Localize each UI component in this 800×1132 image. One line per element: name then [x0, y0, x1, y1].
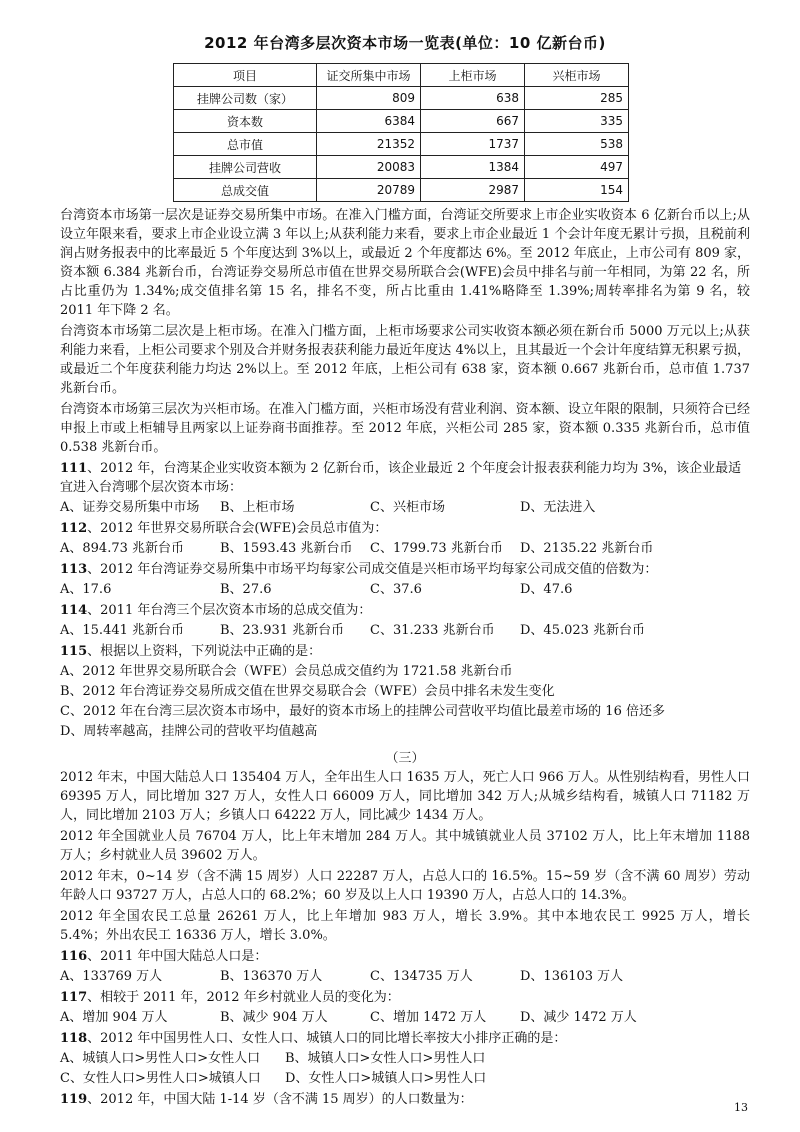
question-text: 、2011 年中国大陆总人口是： [87, 949, 268, 964]
answer-option[interactable]: C、1799.73 兆新台币 [370, 541, 503, 556]
table-cell: 809 [317, 87, 421, 110]
paragraph: 台湾资本市场第二层次是上柜市场。在准入门槛方面，上柜市场要求公司实收资本额必须在新台币 5000 万元以上;从获利能力来看，上柜公司要求个别及合并财务报表获利能力最近年度达 4%以上，且其最近一个会计年度结算无积累亏损，或最近二个年度获利能力均达 2%以上。至 2012 年底，上柜公司有 638 家，资本额 0.667 兆新台币，总市值 1.737 兆新台币。 [60, 324, 750, 396]
paragraph: 2012 年末，中国大陆总人口 135404 万人，全年出生人口 1635 万人，死亡人口 966 万人。从性别结构看，男性人口 69395 万人，同比增加 327 万人，女性人口 66009 万人，同比增加 342 万人;从城乡结构看，城镇人口 71182 万人，同比增加 2103 万人；乡镇人口 64222 万人，同比减少 1434 万人。 [60, 770, 750, 823]
answer-option[interactable]: D、47.6 [520, 582, 573, 597]
question-group-1 [60, 459, 750, 741]
question-number: 118 [60, 1031, 88, 1046]
table-cell: 667 [421, 110, 525, 133]
table-row [174, 110, 629, 133]
answer-option[interactable]: A、城镇人口>男性人口>女性人口 [60, 1051, 261, 1066]
row-label: 总成交值 [174, 179, 317, 202]
question-group-2 [60, 947, 750, 1109]
passage-taiwan-market [60, 206, 750, 457]
section-heading: （三） [385, 751, 425, 766]
table-cell: 154 [525, 179, 629, 202]
table-header-row [174, 64, 629, 87]
question-stem [60, 988, 750, 1007]
header-emerging: 兴柜市场 [525, 64, 629, 87]
table-title: 2012 年台湾多层次资本市场一览表(单位：10 亿新台币) [204, 34, 606, 52]
answer-option[interactable]: D、女性人口>城镇人口>男性人口 [285, 1071, 487, 1086]
option-row [60, 967, 750, 986]
answer-option[interactable]: B、27.6 [220, 582, 272, 597]
option-row [60, 1069, 750, 1088]
answer-option[interactable]: D、136103 万人 [520, 969, 624, 984]
option-row [60, 580, 750, 599]
table-cell: 2987 [421, 179, 525, 202]
answer-option[interactable]: D、45.023 兆新台币 [520, 623, 646, 638]
answer-option[interactable]: B、城镇人口>女性人口>男性人口 [285, 1051, 486, 1066]
table-row [174, 133, 629, 156]
answer-option[interactable]: C、2012 年在台湾三层次资本市场中，最好的资本市场上的挂牌公司营收平均值比最差市场的 16 倍还多 [60, 704, 665, 719]
answer-option[interactable]: B、减少 904 万人 [220, 1010, 328, 1025]
header-item: 项目 [174, 64, 317, 87]
answer-option[interactable]: C、兴柜市场 [370, 500, 445, 515]
table-cell: 6384 [317, 110, 421, 133]
question-text: 、2011 年台湾三个层次资本市场的总成交值为： [87, 603, 372, 618]
paragraph: 台湾资本市场第一层次是证券交易所集中市场。在准入门槛方面，台湾证交所要求上市企业实收资本 6 亿新台币以上;从设立年限来看，要求上市企业设立满 3 年以上;从获利能力来看，要求上市企业最近 1 个会计年度无累计亏损，且税前利润占财务报表中的比率最近 5 个年度达到 3%以上，或最近 2 个年度都达 6%。至 2012 年底止，上市公司有 809 家，资本额 6.384 兆新台币，台湾证券交易所总市值在世界交易所联合会(WFE)会员中排名与前一年相同，为第 22 名，所占比重仍为 1.34%;成交值排名第 15 名，排名不变，所占比重由 1.41%略降至 1.39%;周转率排名为第 9 名，较 2011 年下降 2 名。 [60, 208, 751, 318]
table-cell: 285 [525, 87, 629, 110]
question-stem [60, 459, 750, 497]
answer-option[interactable]: D、无法进入 [520, 500, 596, 515]
table-cell: 497 [525, 156, 629, 179]
answer-option[interactable]: C、134735 万人 [370, 969, 473, 984]
question-stem [60, 560, 750, 579]
answer-option[interactable]: A、17.6 [60, 582, 112, 597]
option-row [60, 1008, 750, 1027]
question-stem [60, 519, 750, 538]
question-stem [60, 642, 750, 661]
answer-option[interactable]: A、证券交易所集中市场 [60, 500, 200, 515]
question-text: 、2012 年，中国大陆 1-14 岁（含不满 15 周岁）的人口数量为： [87, 1092, 473, 1107]
document-page [60, 32, 750, 1109]
table-cell: 538 [525, 133, 629, 156]
question-stem [60, 1090, 750, 1109]
table-row [174, 156, 629, 179]
question-number: 115 [60, 644, 88, 659]
question-number: 116 [60, 949, 88, 964]
table-row [174, 179, 629, 202]
table-cell: 20083 [317, 156, 421, 179]
answer-option[interactable]: A、增加 904 万人 [60, 1010, 168, 1025]
answer-option[interactable]: B、136370 万人 [220, 969, 323, 984]
answer-option[interactable]: C、31.233 兆新台币 [370, 623, 495, 638]
question-text: 、2012 年世界交易所联合会(WFE)会员总市值为： [87, 521, 388, 536]
question-number: 111 [60, 461, 88, 476]
page-number: 13 [734, 1101, 748, 1114]
answer-option[interactable]: A、15.441 兆新台币 [60, 623, 185, 638]
paragraph: 2012 年全国农民工总量 26261 万人，比上年增加 983 万人，增长 3.9%。其中本地农民工 9925 万人，增长 5.4%；外出农民工 16336 万人，增长 3.0%。 [60, 909, 750, 943]
answer-option[interactable]: B、上柜市场 [220, 500, 295, 515]
answer-option[interactable]: B、2012 年台湾证券交易所成交值在世界交易联合会（WFE）会员中排名未发生变化 [60, 684, 555, 699]
answer-option[interactable]: A、894.73 兆新台币 [60, 541, 185, 556]
question-number: 114 [60, 603, 88, 618]
answer-option[interactable]: B、23.931 兆新台币 [220, 623, 345, 638]
row-label: 总市值 [174, 133, 317, 156]
option-row [60, 539, 750, 558]
question-stem [60, 601, 750, 620]
question-text: 、2012 年，台湾某企业实收资本额为 2 亿新台币，该企业最近 2 个年度会计报表获利能力均为 3%，该企业最适宜进入台湾哪个层次资本市场： [60, 461, 742, 495]
passage-population [60, 768, 750, 945]
table-cell: 21352 [317, 133, 421, 156]
question-number: 112 [60, 521, 88, 536]
option-row [60, 1049, 750, 1068]
question-text: 、2012 年台湾证券交易所集中市场平均每家公司成交值是兴柜市场平均每家公司成交值的倍数为： [87, 562, 658, 577]
row-label: 挂牌公司营收 [174, 156, 317, 179]
answer-option[interactable]: D、减少 1472 万人 [520, 1010, 637, 1025]
header-exchange: 证交所集中市场 [317, 64, 421, 87]
row-label: 挂牌公司数（家） [174, 87, 317, 110]
question-text: 、2012 年中国男性人口、女性人口、城镇人口的同比增长率按大小排序正确的是： [87, 1031, 567, 1046]
answer-option[interactable]: A、133769 万人 [60, 969, 163, 984]
answer-option[interactable]: D、周转率越高，挂牌公司的营收平均值越高 [60, 724, 318, 739]
question-number: 119 [60, 1092, 88, 1107]
answer-option[interactable]: B、1593.43 兆新台币 [220, 541, 353, 556]
question-number: 113 [60, 562, 88, 577]
table-row [174, 87, 629, 110]
answer-option[interactable]: C、37.6 [370, 582, 422, 597]
question-stem [60, 947, 750, 966]
question-text: 、根据以上资料，下列说法中正确的是： [87, 644, 322, 659]
table-cell: 638 [421, 87, 525, 110]
answer-option[interactable]: A、2012 年世界交易所联合会（WFE）会员总成交值约为 1721.58 兆新台币 [60, 664, 513, 679]
paragraph: 2012 年全国就业人员 76704 万人，比上年末增加 284 万人。其中城镇就业人员 37102 万人，比上年末增加 1188 万人；乡村就业人员 39602 万人。 [60, 829, 750, 863]
option-row [60, 621, 750, 640]
table-cell: 1737 [421, 133, 525, 156]
question-number: 117 [60, 990, 88, 1005]
paragraph: 台湾资本市场第三层次为兴柜市场。在准入门槛方面，兴柜市场没有营业利润、资本额、设立年限的限制，只须符合已经申报上市或上柜辅导且两家以上证券商书面推荐。至 2012 年底，兴柜公司 285 家，资本额 0.335 兆新台币，总市值 0.538 兆新台币。 [60, 402, 750, 455]
table-cell: 1384 [421, 156, 525, 179]
answer-option[interactable]: C、女性人口>男性人口>城镇人口 [60, 1071, 261, 1086]
question-stem [60, 1029, 750, 1048]
row-label: 资本数 [174, 110, 317, 133]
answer-option[interactable]: C、增加 1472 万人 [370, 1010, 487, 1025]
table-cell: 335 [525, 110, 629, 133]
table-cell: 20789 [317, 179, 421, 202]
option-row [60, 498, 750, 517]
answer-option[interactable]: D、2135.22 兆新台币 [520, 541, 654, 556]
capital-market-table [173, 63, 629, 202]
header-otc: 上柜市场 [421, 64, 525, 87]
paragraph: 2012 年末，0~14 岁（含不满 15 周岁）人口 22287 万人，占总人口的 16.5%。15~59 岁（含不满 60 周岁）劳动年龄人口 93727 万人，占总人口的 68.2%；60 岁及以上人口 19390 万人，占总人口的 14.3%。 [60, 869, 750, 903]
question-text: 、相较于 2011 年，2012 年乡村就业人员的变化为： [87, 990, 400, 1005]
